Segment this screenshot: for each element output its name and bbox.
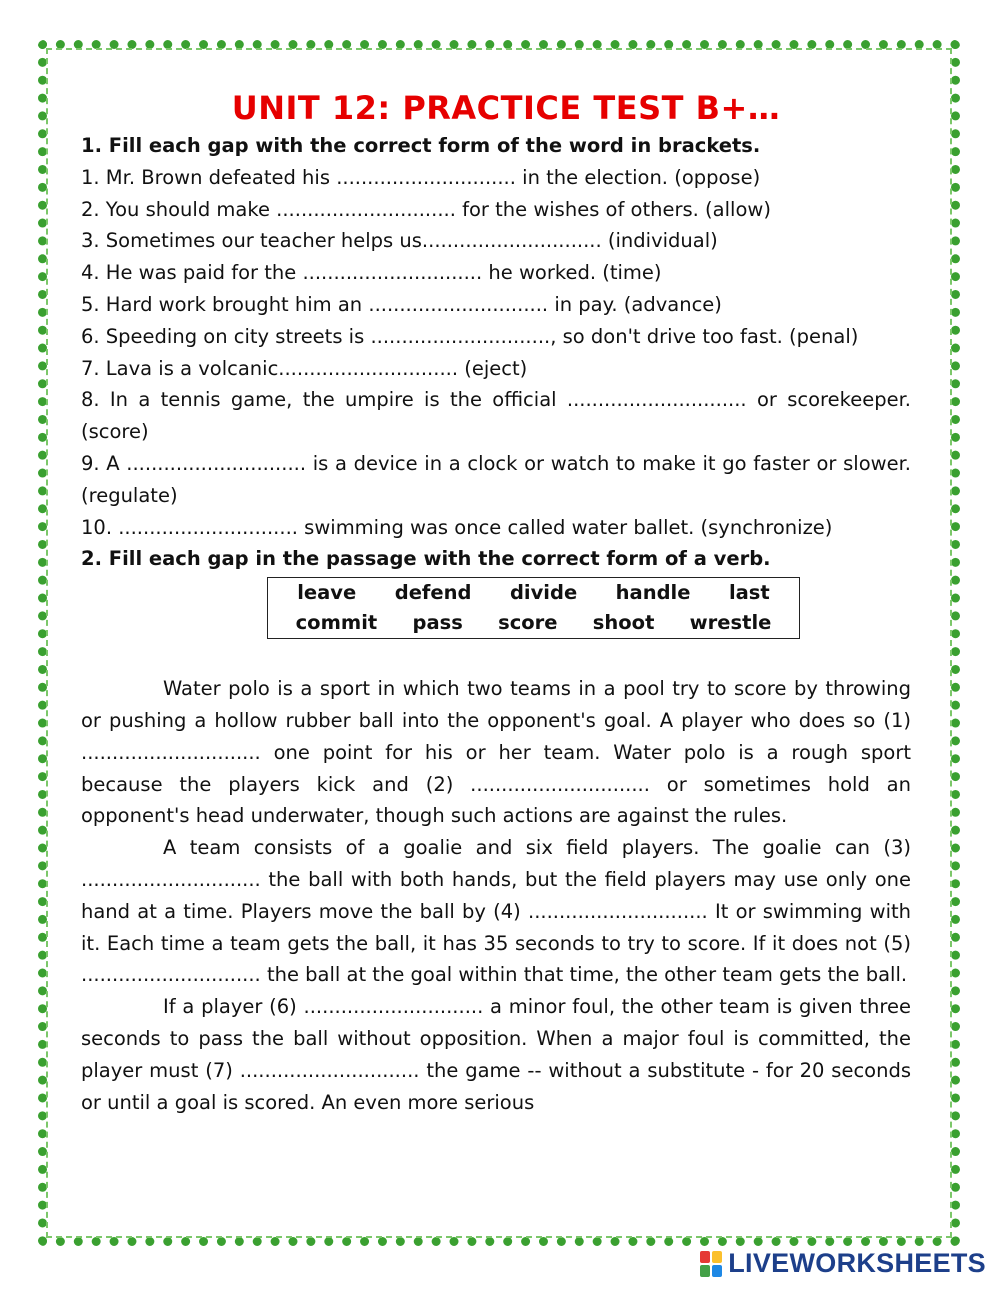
word-option: divide xyxy=(509,581,578,605)
word-box-row-1 xyxy=(278,578,789,608)
word-option: last xyxy=(728,581,770,605)
passage-paragraph-2: A team consists of a goalie and six field players. The goalie can (3) ............................. the ball with both hands, but the field players may use only one hand at a time. Players move the ball by (4) ............................. It or swimming with it. Each time a team gets the ball, it has 35 seconds to try to score. If it does not (5) ............................. the ball at the goal within that time, the other team gets the ball. xyxy=(81,836,911,987)
exercise-item-4: 4. He was paid for the ............................. he worked. (time) xyxy=(81,261,662,285)
exercise-item-5: 5. Hard work brought him an ............................. in pay. (advance) xyxy=(81,292,722,316)
word-option: pass xyxy=(412,611,463,635)
exercise-item-10: 10. ............................. swimming was once called water ballet. (synchronize) xyxy=(81,515,833,539)
spacer xyxy=(81,639,911,673)
word-option: score xyxy=(498,611,558,635)
word-option: wrestle xyxy=(689,611,772,635)
section2-heading: 2. Fill each gap in the passage with the correct form of a verb. xyxy=(81,547,771,571)
liveworksheets-brand xyxy=(700,1248,986,1279)
exercise-item-2: 2. You should make ............................. for the wishes of others. (allow) xyxy=(81,197,771,221)
passage-paragraph-1: Water polo is a sport in which two teams in a pool try to score by throwing or pushing a hollow rubber ball into the opponent's goal. A player who does so (1) ............................. one point for his or her team. Water polo is a rough sport because the players kick and (2) ............................. or sometimes hold an opponent's head underwater, though such actions are against the rules. xyxy=(81,677,911,828)
word-option: handle xyxy=(615,581,691,605)
word-box-row-2 xyxy=(278,608,789,638)
passage-paragraph-3: If a player (6) ............................. a minor foul, the other team is given three seconds to pass the ball without opposition. When a major foul is committed, the player must (7) ............................. the game -- without a substitute - for 20 seconds or until a goal is scored. An even more serious xyxy=(81,995,911,1114)
exercise-item-1: 1. Mr. Brown defeated his ............................. in the election. (oppose) xyxy=(81,165,761,189)
liveworksheets-logo-icon xyxy=(700,1251,722,1277)
word-option: leave xyxy=(297,581,357,605)
page-title: UNIT 12: PRACTICE TEST B+… xyxy=(231,89,781,127)
word-option: shoot xyxy=(592,611,655,635)
word-box xyxy=(267,577,800,639)
logo-block xyxy=(712,1265,722,1277)
exercise-item-9: 9. A ............................. is a device in a clock or watch to make it go faster or slower.(regulate) xyxy=(81,451,911,507)
exercise-item-3: 3. Sometimes our teacher helps us............................. (individual) xyxy=(81,229,718,253)
exercise-item-8: 8. In a tennis game, the umpire is the official ............................. or scorekeeper. (score) xyxy=(81,388,911,444)
logo-block xyxy=(712,1251,722,1263)
word-option: commit xyxy=(295,611,378,635)
exercise-item-6: 6. Speeding on city streets is ............................., so don't drive too fast. (penal) xyxy=(81,324,859,348)
exercise-item-7: 7. Lava is a volcanic............................. (eject) xyxy=(81,356,528,380)
logo-block xyxy=(700,1251,710,1263)
logo-block xyxy=(700,1265,710,1277)
word-option: defend xyxy=(394,581,472,605)
brand-name: LIVEWORKSHEETS xyxy=(728,1248,986,1278)
worksheet-content xyxy=(81,86,911,1118)
section1-heading: 1. Fill each gap with the correct form of the word in brackets. xyxy=(81,134,761,157)
